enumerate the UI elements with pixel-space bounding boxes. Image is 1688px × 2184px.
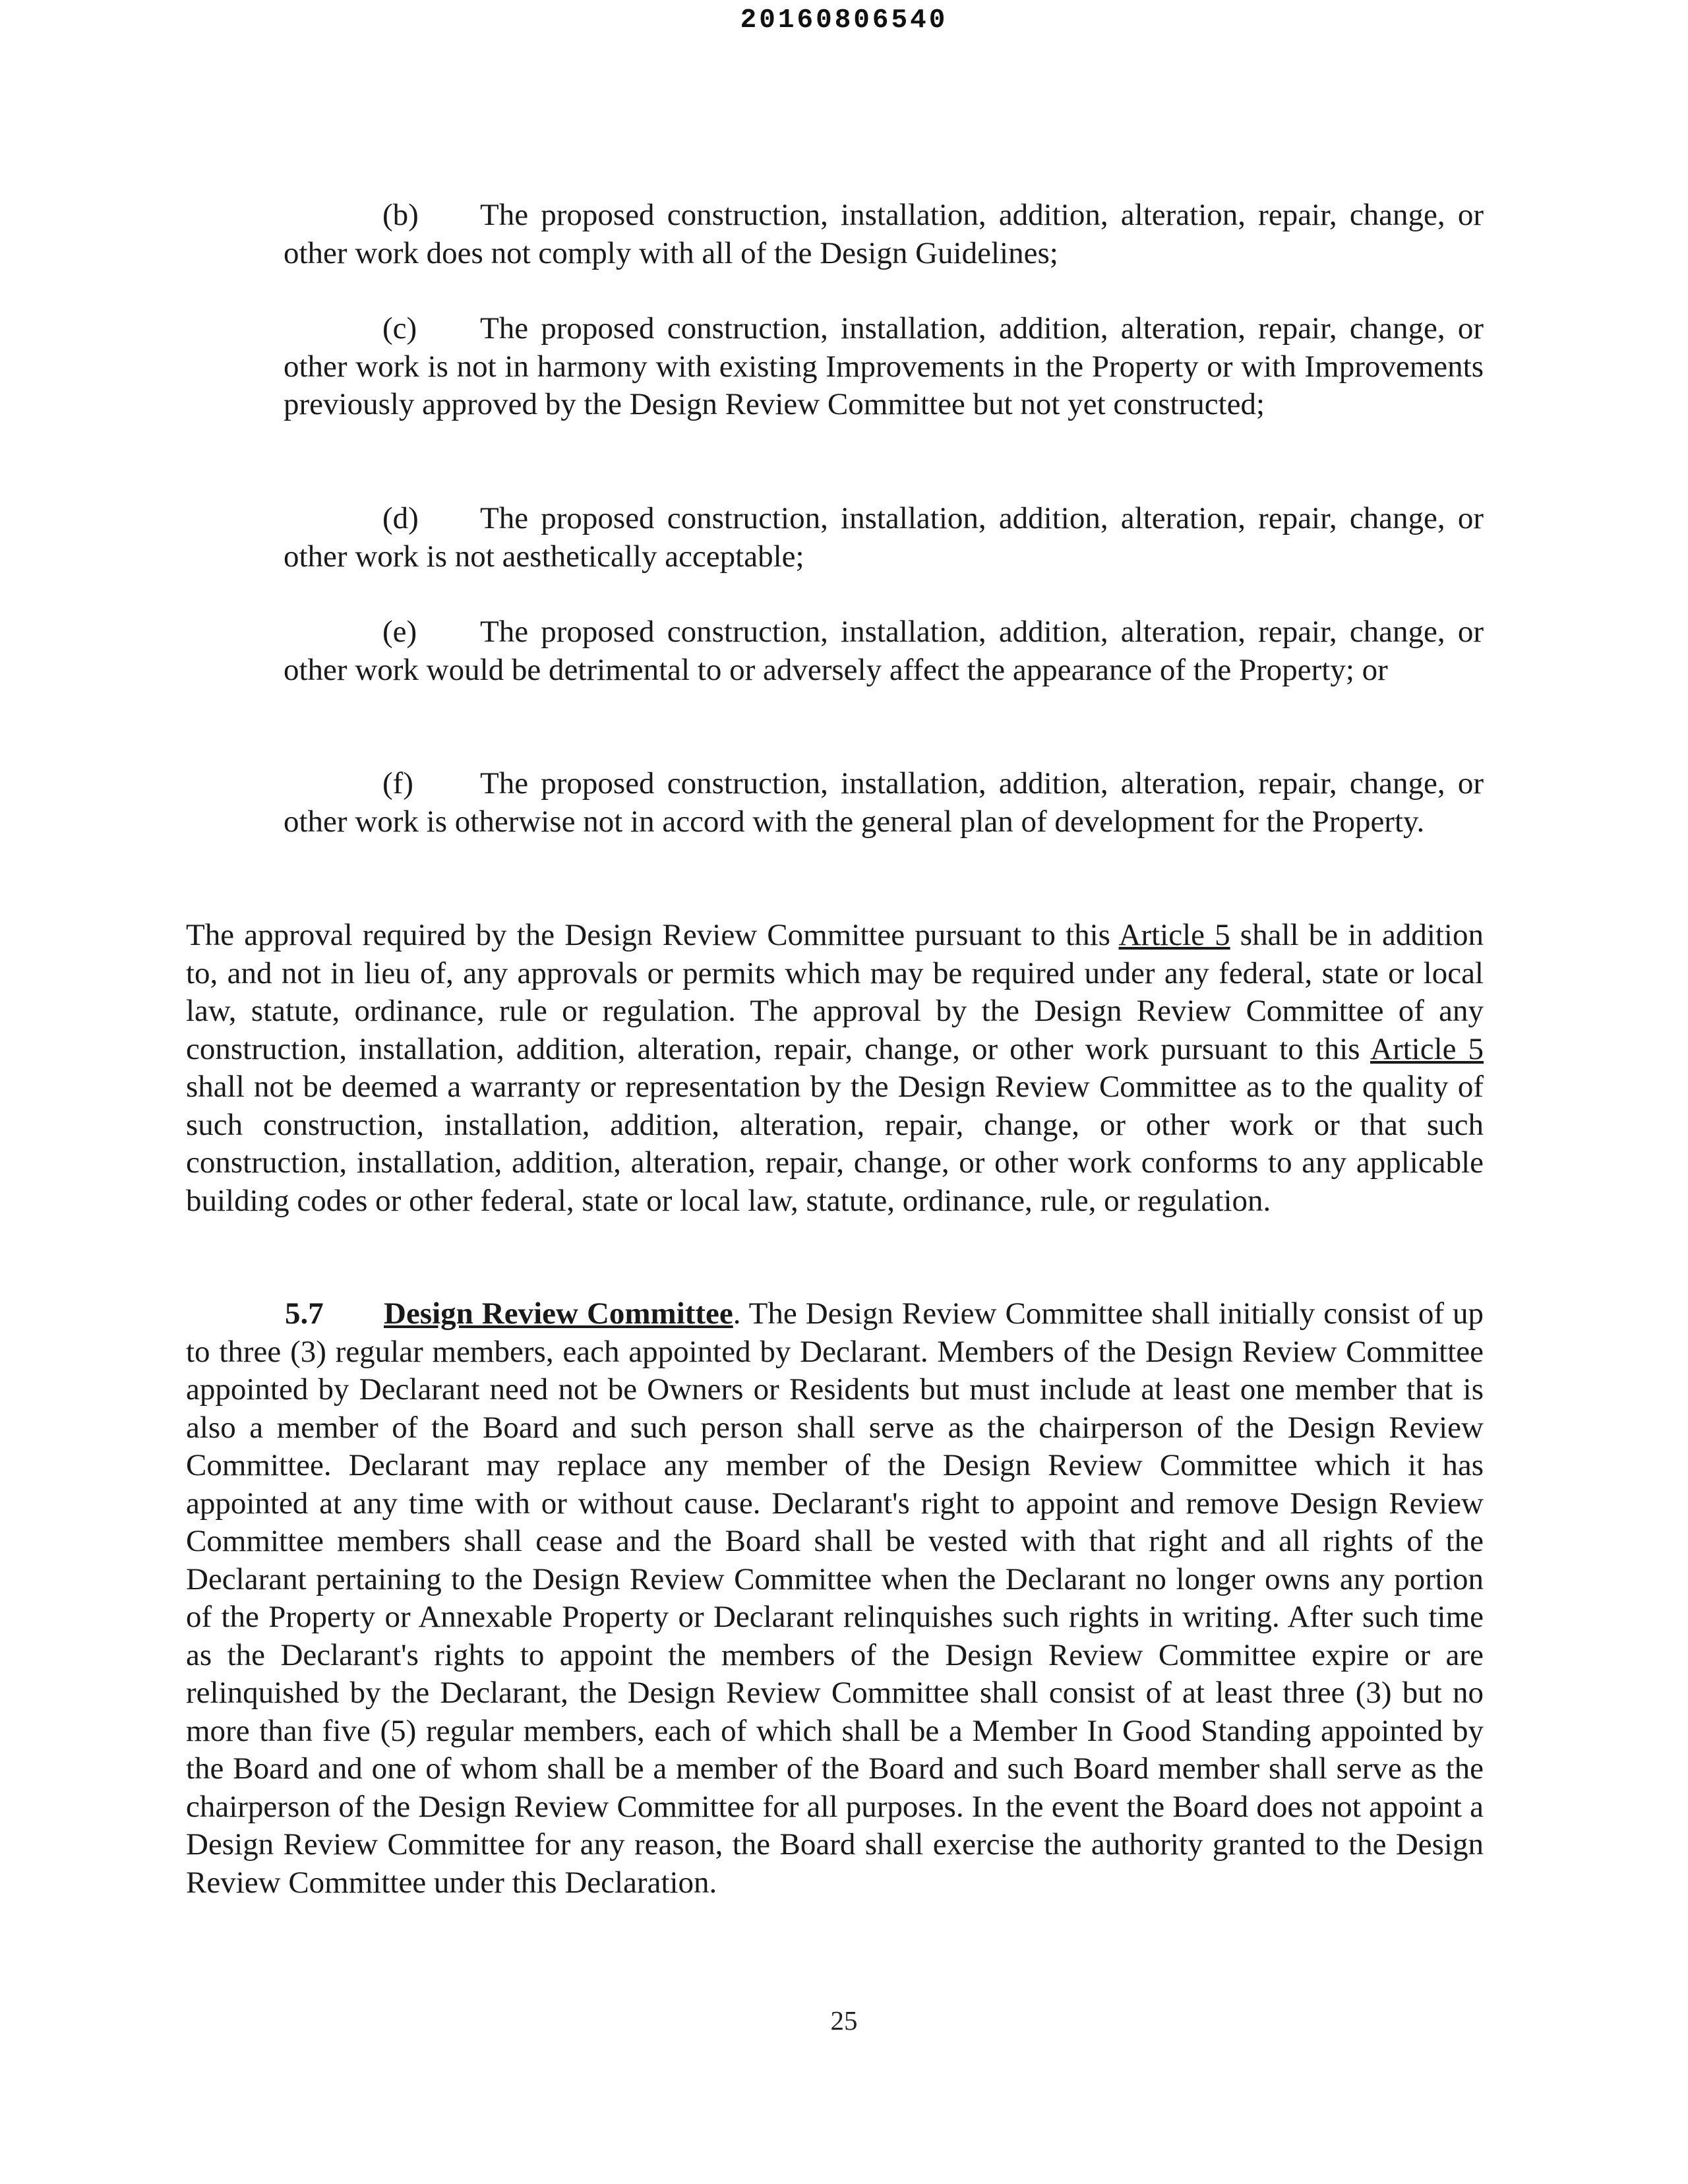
list-item-marker: (b) bbox=[382, 198, 419, 232]
section-body-text: The Design Review Committee shall initially consist of up to three (3) regular members, each appointed by Declarant. Members of the Design Review Committee appointed by Declarant need not be Owners or Residents but must include at least one member that is also a member of the Board and such person shall serve as the chairperson of the Design Review Committee. Declarant may replace any member of the Design Review Committee which it has appointed at any time with or without cause. Declarant's right to appoint and remove Design Review Committee members shall cease and the Board shall be vested with that right and all rights of the Declarant pertaining to the Design Review Committee when the Declarant no longer owns any portion of the Property or Annexable Property or Declarant relinquishes such rights in writing. After such time as the Declarant's rights to appoint the members of the Design Review Committee expire or are relinquished by the Declarant, the Design Review Committee shall consist of at least three (3) but no more than five (5) regular members, each of which shall be a Member In Good Standing appointed by the Board and one of whom shall be a member of the Board and such Board member shall serve as the chairperson of the Design Review Committee for all purposes. In the event the Board does not appoint a Design Review Committee for any reason, the Board shall exercise the authority granted to the Design Review Committee under this Declaration. bbox=[186, 1296, 1484, 1900]
approval-text-3: shall not be deemed a warranty or representation by the Design Review Committee as to the quality of such construction, installation, addition, alteration, repair, change, or other work or that such construction, installation, addition, alteration, repair, change, or other work conforms to any applicable building codes or other federal, state or local law, statute, ordinance, rule, or regulation. bbox=[186, 1070, 1484, 1218]
list-item-text: The proposed construction, installation, addition, alteration, repair, change, or other work does not comply with all of the Design Guidelines; bbox=[284, 198, 1484, 270]
list-item-b bbox=[284, 197, 1484, 272]
approval-text-2: shall be in addition to, and not in lieu of, any approvals or permits which may be required under any federal, state or local law, statute, ordinance, rule or regulation. The approval by the Design Review Committee of any construction, installation, addition, alteration, repair, change, or other work pursuant to this bbox=[186, 918, 1484, 1066]
list-item-e bbox=[284, 613, 1484, 689]
section-heading-suffix: . bbox=[733, 1296, 741, 1331]
list-item-d bbox=[284, 500, 1484, 576]
approval-text-1: The approval required by the Design Review Committee pursuant to this bbox=[186, 918, 1119, 952]
section-5-7 bbox=[186, 1295, 1484, 1902]
list-item-text: The proposed construction, installation, addition, alteration, repair, change, or other work is not aesthetically acceptable; bbox=[284, 501, 1484, 574]
list-item-c bbox=[284, 310, 1484, 424]
section-heading: Design Review Committee bbox=[384, 1296, 733, 1331]
list-item-marker: (f) bbox=[382, 766, 413, 801]
list-item-text: The proposed construction, installation, addition, alteration, repair, change, or other work is otherwise not in accord with the general plan of development for the Property. bbox=[284, 766, 1484, 839]
document-number: 20160806540 bbox=[740, 5, 948, 36]
list-item-text: The proposed construction, installation, addition, alteration, repair, change, or other work is not in harmony with existing Improvements in the Property or with Improvements previously approved by the Design Review Committee but not yet constructed; bbox=[284, 311, 1484, 421]
list-item-marker: (d) bbox=[382, 501, 419, 535]
section-number: 5.7 bbox=[285, 1296, 324, 1331]
approval-paragraph bbox=[186, 917, 1484, 1220]
article-5-reference: Article 5 bbox=[1118, 918, 1230, 952]
list-item-f bbox=[284, 765, 1484, 841]
article-5-reference: Article 5 bbox=[1370, 1031, 1484, 1066]
list-item-text: The proposed construction, installation, addition, alteration, repair, change, or other work would be detrimental to or adversely affect the appearance of the Property; or bbox=[284, 615, 1484, 687]
page-number: 25 bbox=[830, 2005, 858, 2036]
list-item-marker: (c) bbox=[382, 311, 417, 346]
list-item-marker: (e) bbox=[382, 615, 417, 649]
